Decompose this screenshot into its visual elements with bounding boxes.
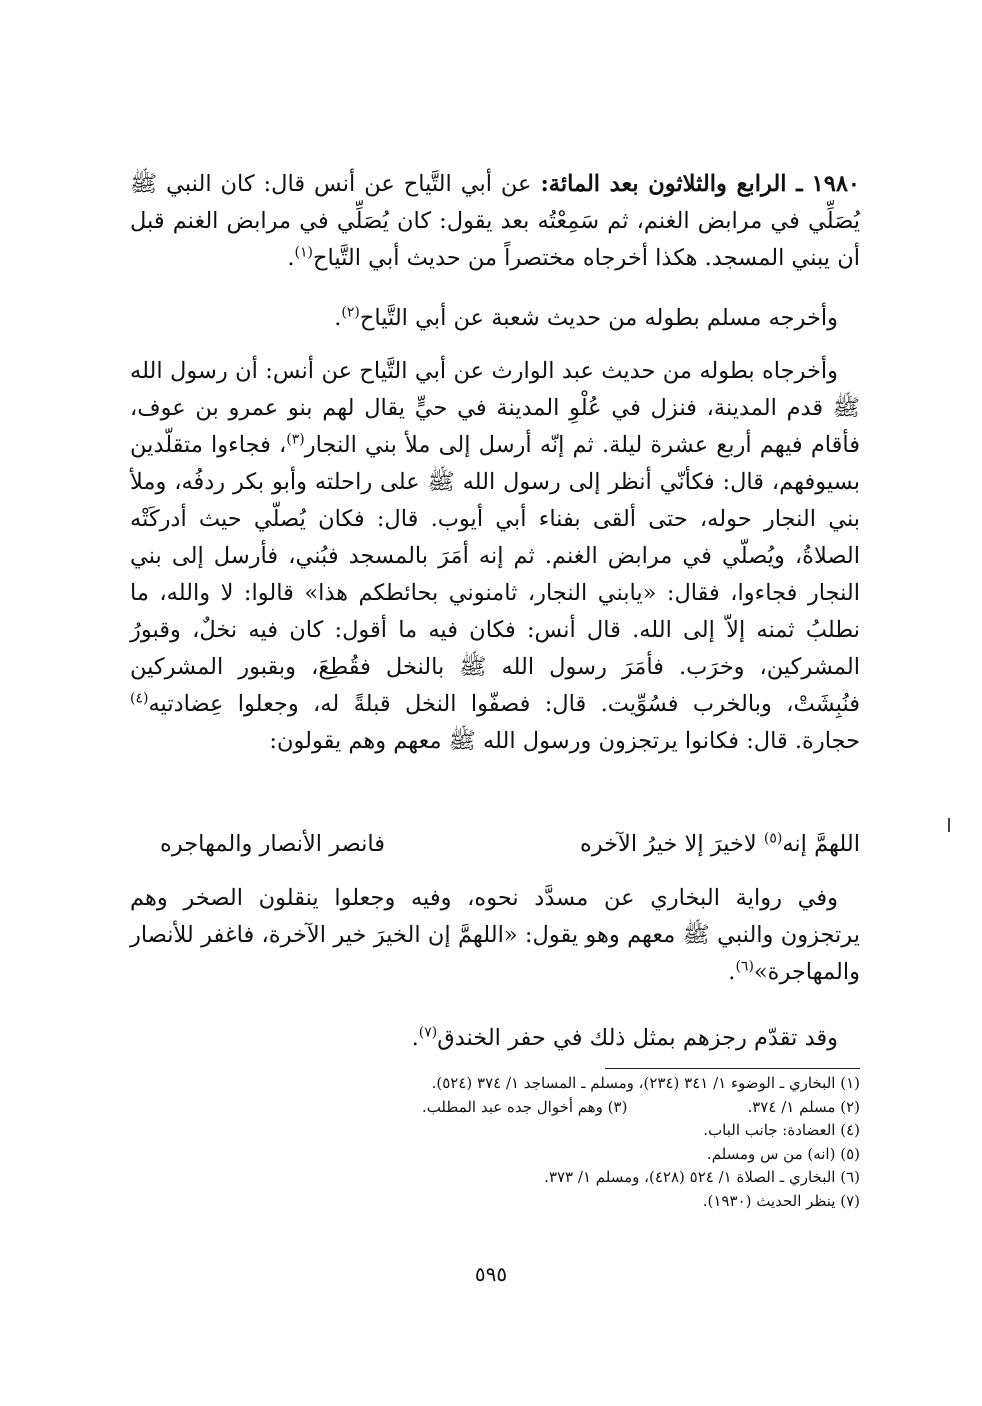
footnote-ref-6: (٦) [735,958,754,975]
footnote-divider [605,1068,860,1069]
verse-second-hemistich: فانصر الأنصار والمهاجره [160,831,385,857]
verse-first-hemistich [580,826,860,863]
hadith-paragraph-1 [130,166,860,277]
footnote-5: (٥) (انه) من س ومسلم. [706,1144,860,1163]
verse-first-a: اللهمَّ إنه [782,831,860,857]
footnote-ref-4: (٤) [130,690,149,707]
hadith-paragraph-3 [130,353,860,760]
footnote-1: (١) البخاري ـ الوضوء ١/ ٣٤١ (٢٣٤)، ومسلم ـ المساجد ١/ ٣٧٤ (٥٢٤). [431,1074,860,1092]
footnote-ref-2: (٢) [341,304,360,321]
hadith-text-3b: ، فجاءوا متقلّدين بسيوفهم، قال: فكأنّي أنظر إلى رسول الله ﷺ على راحلته وأبو بكر ردفُه، وملأ بني النجار حوله، حتى ألقى بفناء أبي أيوب. قال: فكان يُصلّي حيث أدركَتْه الصلاةُ، ويُصلّي في مرابض الغنم. ثم إنه أمَرَ بالمسجد فبُني، فأرسل إلى بني النجار فجاءوا، فقال: «يابني النجار، ثامنوني بحائطكم هذا» قالوا: لا والله، ما نطلبُ ثمنه إلاّ إلى الله. قال أنس: فكان فيه ما أقول: كان فيه نخلٌ، وقبورُ المشركين، وخرَب. فأمَرَ رسول الله ﷺ بالنخل فقُطِعَ، وبقبور المشركين فنُبِشَتْ، وبالخرب فسُوِّيت. قال: فصفّوا النخل قبلةً له، وجعلوا عِضادتيه [130,432,860,717]
hadith-text-1: عن أبي التَّياح عن أنس قال: كان النبي ﷺ يُصَلِّي في مرابض الغنم، ثم سَمِعْتُه بعد يقول: كان يُصَلِّي في مرابض الغنم قبل أن يبني المسجد. هكذا أخرجاه مختصراً من حديث أبي التَّياح [130,171,860,271]
page-number: ٥٩٥ [474,1262,508,1286]
hadith-text-4: وفي رواية البخاري عن مسدَّد نحوه، وفيه وجعلوا ينقلون الصخر وهم يرتجزون والنبي ﷺ معهم وهو يقول: «اللهمَّ إن الخيرَ خير الآخرة، فاغفر للأنصار والمهاجرة» [130,885,860,985]
hadith-text-2: وأخرجه مسلم بطوله من حديث شعبة عن أبي التَّياح [359,305,838,331]
footnote-ref-1: (١) [294,244,313,261]
margin-mark [948,818,950,832]
verse-first-b: لاخيرَ إلا خيرُ الآخره [579,831,764,857]
footnotes [200,1072,860,1214]
hadith-paragraph-5 [130,1020,860,1057]
hadith-text-5-end: . [411,1025,419,1051]
hadith-text-3a: وأخرجاه بطوله من حديث عبد الوارث عن أبي التَّياح عن أنس: أن رسول الله ﷺ قدم المدينة، فنزل في عُلْوِ المدينة في حيٍّ يقال لهم بنو عمرو بن عوف، فأقام فيهم أربع عشرة ليلة. ثم إنّه أرسل إلى ملأ بني النجار [130,358,860,458]
hadith-text-5: وقد تقدّم رجزهم بمثل ذلك في حفر الخندق [437,1025,838,1051]
hadith-number: ١٩٨٠ [811,171,861,197]
footnote-row-2-3 [200,1096,860,1120]
footnote-4: (٤) العضادة: جانب الباب. [703,1121,860,1140]
hadith-paragraph-2 [130,300,860,337]
footnote-ref-7: (٧) [418,1024,438,1041]
footnote-ref-5: (٥) [763,830,783,847]
hadith-paragraph-4 [130,880,860,991]
footnote-2: (٢) مسلم ١/ ٣٧٤. [747,1097,860,1116]
footnote-6: (٦) البخاري ـ الصلاة ١/ ٥٢٤ (٤٢٨)، ومسلم ١/ ٣٧٣. [544,1168,860,1187]
hadith-text-1-end: . [287,245,295,271]
poetry-verse [160,826,860,863]
hadith-text-2-end: . [334,305,342,331]
footnote-7: (٧) ينظر الحديث (١٩٣٠). [702,1191,860,1210]
footnote-ref-3: (٣) [286,431,305,448]
hadith-text-3c: حجارة. قال: فكانوا يرتجزون ورسول الله ﷺ معهم وهم يقولون: [269,728,860,754]
hadith-text-4-end: . [728,959,736,985]
hadith-title: ـ الرابع والثلاثون بعد المائة: [540,171,803,197]
footnote-3: (٣) وهم أخوال جده عبد المطلب. [421,1097,628,1116]
